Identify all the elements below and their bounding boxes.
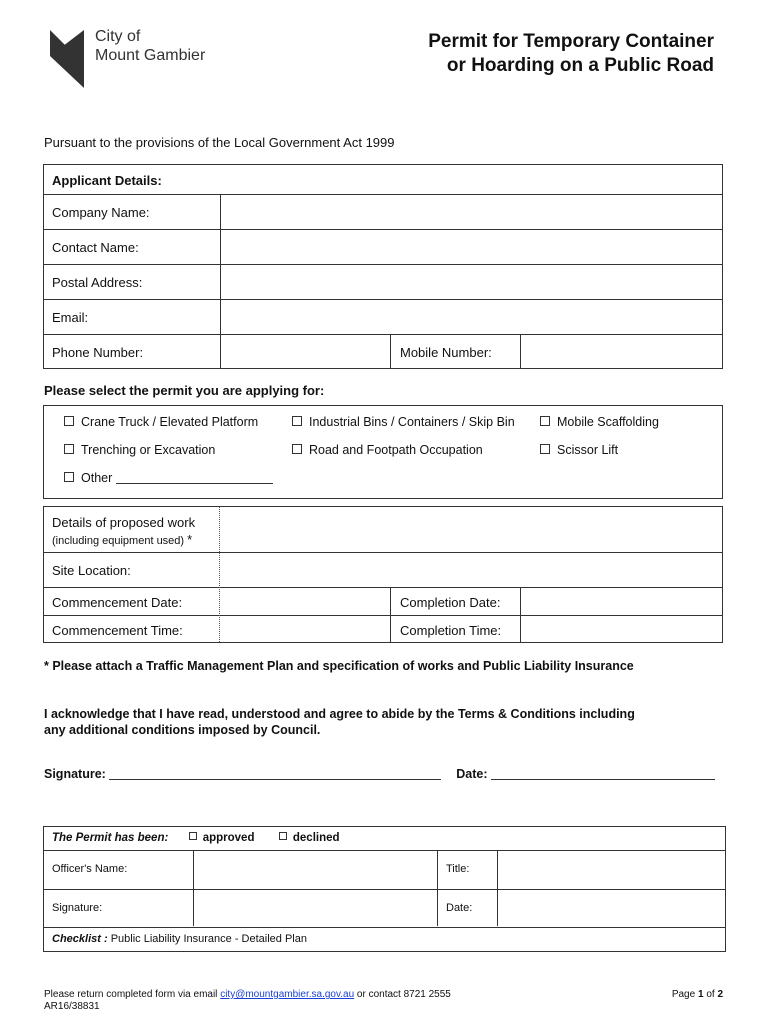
checkbox-icon <box>292 444 302 454</box>
intro-text: Pursuant to the provisions of the Local Government Act 1999 <box>44 135 395 150</box>
city-logo-icon <box>48 26 88 90</box>
other-input-line[interactable] <box>116 471 273 484</box>
proposed-work-label: Details of proposed work (including equipment used) * <box>52 515 196 547</box>
declined-option[interactable]: declined <box>279 832 340 844</box>
commencement-time-label: Commencement Time: <box>52 623 183 638</box>
title-line-1: Permit for Temporary Container <box>428 31 714 52</box>
checkbox-icon <box>64 444 74 454</box>
company-name-field[interactable] <box>221 195 723 229</box>
page-number: Page 1 of 2 <box>671 989 723 1000</box>
checkbox-icon <box>279 832 287 840</box>
phone-number-field[interactable] <box>221 335 390 369</box>
email-link[interactable]: city@mountgambier.sa.gov.au <box>220 989 355 1000</box>
office-use-table <box>43 826 726 952</box>
logo-line-1: City of <box>95 28 141 45</box>
email-field[interactable] <box>221 300 723 334</box>
proposed-work-field[interactable] <box>221 507 723 552</box>
permit-status-row: The Permit has been: approved declined <box>52 832 340 844</box>
postal-address-label: Postal Address: <box>52 275 143 290</box>
logo-text <box>95 27 205 65</box>
form-reference: AR16/38831 <box>44 1001 100 1012</box>
signature-line[interactable] <box>109 767 441 780</box>
option-other[interactable]: Other <box>64 471 273 485</box>
contact-name-field[interactable] <box>221 230 723 264</box>
signature-row <box>44 767 715 781</box>
option-crane-truck[interactable]: Crane Truck / Elevated Platform <box>64 415 258 429</box>
company-name-label: Company Name: <box>52 205 150 220</box>
officer-title-field[interactable] <box>498 851 725 889</box>
officer-name-label: Officer's Name: <box>52 863 128 875</box>
checkbox-icon <box>189 832 197 840</box>
completion-time-field[interactable] <box>521 616 723 643</box>
checkbox-icon <box>292 416 302 426</box>
contact-name-label: Contact Name: <box>52 240 139 255</box>
logo-line-2: Mount Gambier <box>95 47 206 64</box>
checkbox-icon <box>540 416 550 426</box>
work-details-table <box>43 506 723 643</box>
signature-label: Signature: <box>44 767 106 781</box>
commencement-date-field[interactable] <box>221 588 390 615</box>
officer-date-field[interactable] <box>498 890 725 927</box>
completion-date-label: Completion Date: <box>400 595 501 610</box>
option-mobile-scaffolding[interactable]: Mobile Scaffolding <box>540 415 659 429</box>
commencement-time-field[interactable] <box>221 616 390 643</box>
option-industrial-bins[interactable]: Industrial Bins / Containers / Skip Bin <box>292 415 515 429</box>
form-title <box>428 30 714 78</box>
officer-name-field[interactable] <box>194 851 437 889</box>
officer-signature-label: Signature: <box>52 902 103 914</box>
acknowledgement: I acknowledge that I have read, understood and agree to abide by the Terms & Conditions including any additional conditions imposed by Council. <box>44 707 635 737</box>
option-scissor-lift[interactable]: Scissor Lift <box>540 443 618 457</box>
site-location-field[interactable] <box>221 553 723 587</box>
footer-left: Please return completed form via email city@mountgambier.sa.gov.au or contact 8721 2555 AR16/38831 <box>44 989 451 1012</box>
date-label: Date: <box>456 767 488 781</box>
officer-signature-field[interactable] <box>194 890 437 927</box>
completion-time-label: Completion Time: <box>400 623 502 638</box>
completion-date-field[interactable] <box>521 588 723 615</box>
option-trenching[interactable]: Trenching or Excavation <box>64 443 215 457</box>
checkbox-icon <box>64 472 74 482</box>
permit-select-heading: Please select the permit you are applying for: <box>44 383 325 398</box>
phone-number-label: Phone Number: <box>52 345 144 360</box>
applicant-heading: Applicant Details: <box>52 173 162 188</box>
email-label: Email: <box>52 310 89 325</box>
title-line-2: or Hoarding on a Public Road <box>446 55 714 76</box>
approved-option[interactable]: approved <box>189 832 255 844</box>
applicant-details-table <box>43 164 723 369</box>
commencement-date-label: Commencement Date: <box>52 595 183 610</box>
date-line[interactable] <box>491 767 715 780</box>
officer-title-label: Title: <box>446 863 470 875</box>
checklist-row: Checklist : Public Liability Insurance - Detailed Plan <box>52 933 307 945</box>
postal-address-field[interactable] <box>221 265 723 299</box>
checkbox-icon <box>64 416 74 426</box>
mobile-number-label: Mobile Number: <box>400 345 492 360</box>
checkbox-icon <box>540 444 550 454</box>
site-location-label: Site Location: <box>52 563 131 578</box>
mobile-number-field[interactable] <box>521 335 723 369</box>
permit-options-box <box>43 405 723 499</box>
officer-date-label: Date: <box>446 902 473 914</box>
option-road-footpath[interactable]: Road and Footpath Occupation <box>292 443 483 457</box>
attachment-notice: * Please attach a Traffic Management Plan and specification of works and Public Liability Insurance <box>44 659 634 673</box>
